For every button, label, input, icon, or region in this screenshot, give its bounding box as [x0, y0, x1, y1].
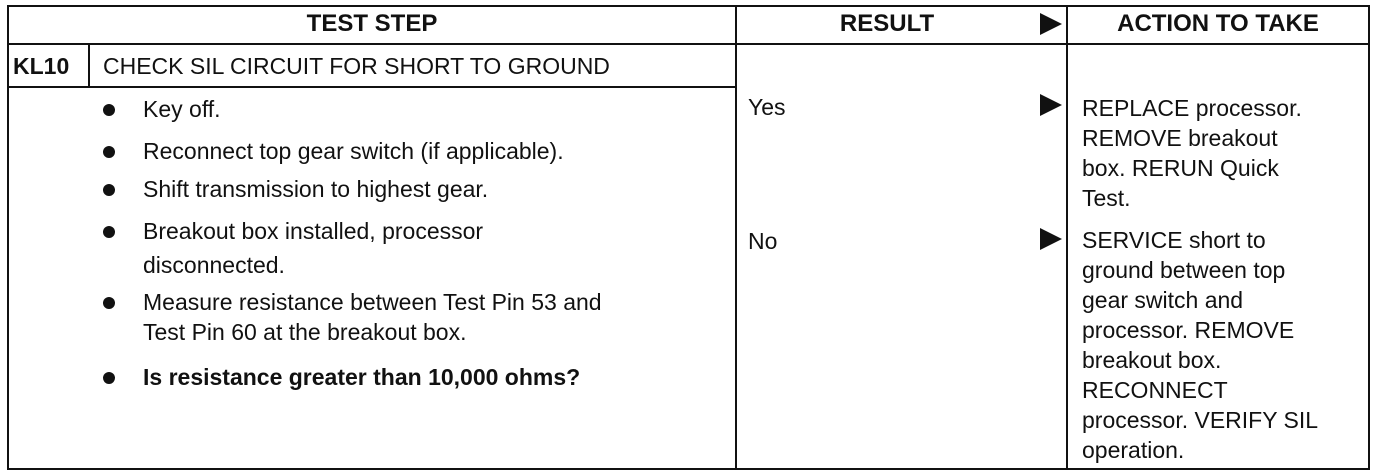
bullet-dot-icon [103, 297, 115, 309]
action-yes-line: Test. [1082, 185, 1131, 211]
action-no-line: gear switch and [1082, 287, 1244, 313]
yes-arrow-icon [1040, 94, 1062, 116]
bullet-dot-icon [103, 226, 115, 238]
result-no: No [748, 228, 778, 254]
action-no-line: processor. VERIFY SIL [1082, 407, 1319, 433]
bullet-item-5-line-1: Measure resistance between Test Pin 53 and [143, 289, 602, 315]
action-no-line: SERVICE short to [1082, 227, 1266, 253]
action-yes [1082, 93, 1372, 213]
bullet-item-6-question: Is resistance greater than 10,000 ohms? [143, 364, 581, 390]
bullet-item-2: Reconnect top gear switch (if applicable). [143, 138, 564, 164]
test-step-header: TEST STEP [306, 10, 438, 37]
action-no-line: processor. REMOVE [1082, 317, 1295, 343]
table-bottom-border [7, 468, 1370, 470]
bullet-item-5-line-2: Test Pin 60 at the breakout box. [143, 319, 467, 345]
step-title-bottom-border [7, 86, 737, 88]
bullet-dot-icon [103, 146, 115, 158]
action-no [1082, 225, 1372, 465]
bullet-item-3: Shift transmission to highest gear. [143, 176, 489, 202]
step-code: KL10 [13, 53, 70, 79]
bullet-dot-icon [103, 184, 115, 196]
result-yes: Yes [748, 94, 786, 120]
action-yes-line: REMOVE breakout [1082, 125, 1278, 151]
action-yes-line: box. RERUN Quick [1082, 155, 1279, 181]
action-no-line: breakout box. [1082, 347, 1222, 373]
action-header: ACTION TO TAKE [1117, 10, 1319, 37]
header-bottom-border [7, 43, 1370, 45]
no-arrow-icon [1040, 228, 1062, 250]
action-yes-line: REPLACE processor. [1082, 95, 1302, 121]
bullet-item-4-line-1: Breakout box installed, processor [143, 218, 484, 244]
action-no-line: ground between top [1082, 257, 1286, 283]
bullet-item-4-line-2: disconnected. [143, 252, 285, 278]
table-left-border [7, 5, 9, 470]
action-no-line: RECONNECT [1082, 377, 1228, 403]
action-no-line: operation. [1082, 437, 1185, 463]
test-step-column-divider [735, 5, 737, 470]
result-column-divider [1066, 5, 1068, 470]
table-top-border [7, 5, 1370, 7]
bullet-item-1: Key off. [143, 96, 221, 122]
result-header: RESULT [839, 10, 935, 37]
step-title: CHECK SIL CIRCUIT FOR SHORT TO GROUND [103, 53, 610, 79]
bullet-dot-icon [103, 372, 115, 384]
header-arrow-icon [1040, 13, 1062, 35]
bullet-dot-icon [103, 104, 115, 116]
code-cell-divider [88, 43, 90, 88]
